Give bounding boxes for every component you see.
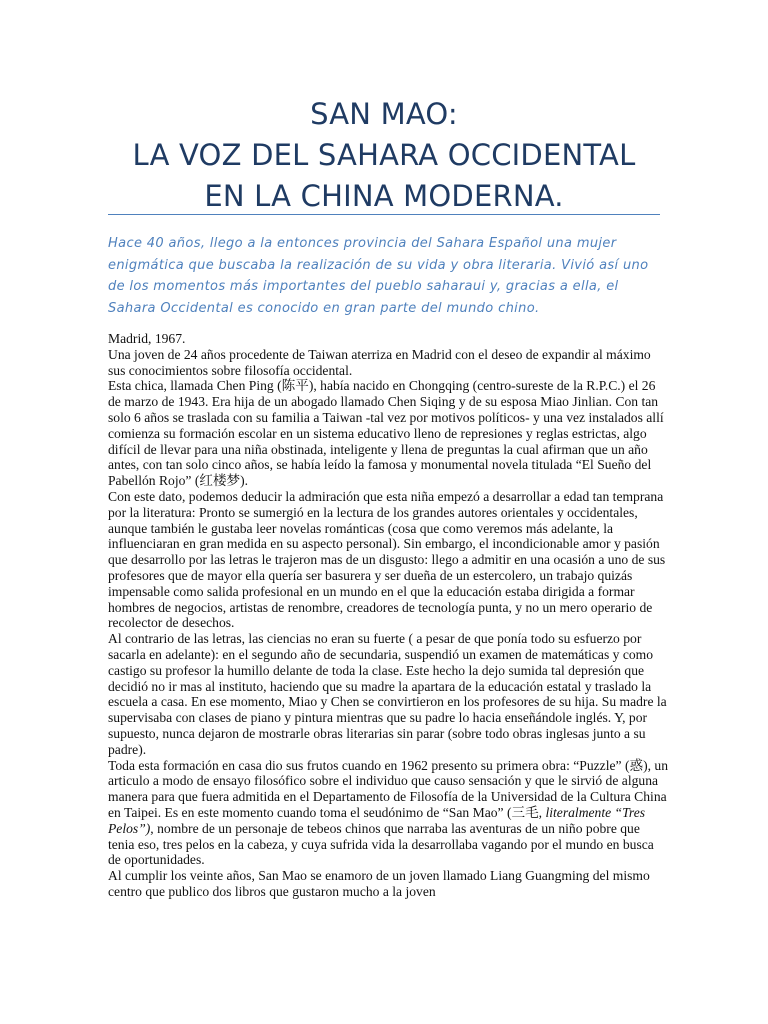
paragraph: Al contrario de las letras, las ciencias no eran su fuerte ( a pesar de que ponía todo su esfuerzo por sacarla en adelante): en el segundo año de secundaria, suspendió un examen de matemáticas y como castigo su profesor la humillo delante de toda la clase. Este hecho la dejo sumida tal depresión que decidió no ir mas al instituto, haciendo que su madre la apartara de la educación estatal y traslado la escuela a casa. En ese momento, Miao y Chen se convirtieron en los profesores de su hija. Su madre la supervisaba con clases de piano y pintura mientras que su padre lo hacia enseñándole inglés. Y, por supuesto, nunca dejaron de mostrarle obras literarias sin parar (sobre todo obras inglesas junto a su padre). — [108, 631, 667, 757]
paragraph — [108, 758, 668, 869]
abstract: Hace 40 años, llego a la entonces provincia del Sahara Español una mujer enigmática que buscaba la realización de su vida y obra literaria. Vivió así uno de los momentos más importantes del pueblo saharaui y, gracias a ella, el Sahara Occidental es conocido en gran parte del mundo chino. — [108, 236, 649, 316]
paragraph-text: Toda esta formación en casa dio sus frutos cuando en 1962 presento su primera obra: “Puzzle” (惑), un articulo a modo de ensayo filosófico sobre el individuo que causo sensación y que le sirvió de alguna manera para que fuera admitida en el Departamento de Filosofía de la Universidad de la Cultura China en Taipei. Es en este momento cuando toma el seudónimo de “San Mao” (三毛, — [108, 757, 668, 820]
paragraph-dateline: Madrid, 1967. — [108, 331, 186, 346]
paragraph: Con este dato, podemos deducir la admiración que esta niña empezó a desarrollar a edad tan temprana por la literatura: Pronto se sumergió en la lectura de los grandes autores orientales y occidentales, aunque también le gustaba leer novelas románticas (cosa que como veremos más adelante, la influenciaran en gran medida en su aspecto personal). Sin embargo, el incondicionable amor y pasión que desarrollo por las letras le trajeron mas de un disgusto: llego a admitir en una ocasión a uno de sus profesores que de mayor ella quería ser basurera y ser dueña de un estercolero, un trabajo quizás impensable como salida profesional en un mundo en el que la educación estaba dirigida a formar hombres de negocios, artistas de renombre, creadores de tecnología punta, y no un mero operario de recolector de desechos. — [108, 488, 666, 631]
paragraph: Una joven de 24 años procedente de Taiwan aterriza en Madrid con el deseo de expandir al máximo sus conocimientos sobre filosofía occidental. — [108, 346, 651, 378]
title-divider — [108, 214, 660, 215]
paragraph: Esta chica, llamada Chen Ping (陈平), había nacido en Chongqing (centro-sureste de la R.P.C.) el 26 de marzo de 1943. Era hija de un abogado llamado Chen Siqing y de su esposa Miao Jinlian. Con tan solo 6 años se traslada con su familia a Taiwan -tal vez por motivos políticos- y una vez instalados allí comienza su formación escolar en un sistema educativo lleno de represiones y reglas estrictas, algo difícil de llevar para una niña obstinada, inteligente y llena de preguntas la cual afirman que un año antes, con tan solo cinco años, se había leído la famosa y monumental novela titulada “El Sueño del Pabellón Rojo” (红楼梦). — [108, 378, 664, 489]
paragraph-text: , nombre de un personaje de tebeos chinos que narraba las aventuras de un niño pobre que tenia eso, tres pelos en la cabeza, y cuya sufrida vida la desarrollaba vagando por el mundo en busca de oportunidades. — [108, 820, 654, 868]
paragraph: Al cumplir los veinte años, San Mao se enamoro de un joven llamado Liang Guangming del mismo centro que publico dos libros que gustaron mucho a la joven — [108, 868, 650, 899]
title-line-3: EN LA CHINA MODERNA. — [204, 179, 564, 213]
italic-translation: literalmente “Tres Pelos”) — [108, 804, 646, 836]
title-line-2: LA VOZ DEL SAHARA OCCIDENTAL — [132, 138, 636, 172]
document-title — [108, 94, 660, 217]
title-line-1: SAN MAO: — [310, 97, 458, 131]
article-body — [108, 331, 668, 900]
